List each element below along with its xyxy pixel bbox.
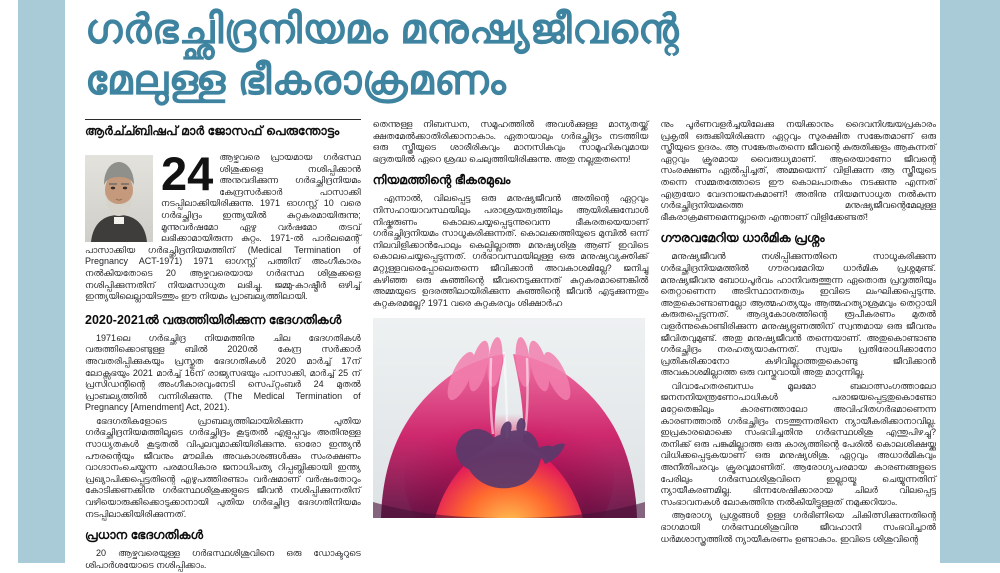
byline: ആർച്ച്ബിഷപ് മാർ ജോസഫ് പെരുന്തോട്ടം [85,124,340,138]
column-2 [373,119,649,518]
body-paragraph: ആഴ്ചവരെ പ്രായമായ ഗർഭസ്ഥ ശിശുക്കളെ നശിപ്പിക്കാൻ അനുവദിക്കുന്ന ഗർഭച്ഛിദ്രനിയമം കേന്ദ്രസർക്കാർ പാസാക്കി നടപ്പിലാക്കിയിരിക്കുന്നു. 1971 ഓഗസ്റ്റ് 10 വരെ ഗർഭച്ഛിദ്രം ഇന്ത്യയിൽ കുറ്റകരമായിരുന്നു; മൂന്നുവർഷമോ ഏഴു വർഷമോ തടവ് ലഭിക്കാമായിരുന്ന കുറ്റം. 1971-ൽ പാർലമെന്റ് പാസാക്കിയ ഗർഭച്ഛിദ്രനിയമത്തിന് (Medical Termination of Pregnancy ACT-1971) 1971 ഓഗസ്റ്റ് പത്തിന് അംഗീകാരം നൽകിയതോടെ 20 ആഴ്ചവരെയായ ഗർഭസ്ഥ ശിശുക്കളെ നശിപ്പിക്കുന്നതിന് നിയമസാധുത ലഭിച്ചു. ജമ്മു-കാഷ്മീർ ഒഴിച്ച് ഇന്ത്യയിലെല്ലായിടത്തും ഈ നിയമം പ്രാബല്യത്തിലായി. [85,152,361,302]
byline-rule [85,119,361,120]
section-heading-terror-face: നിയമത്തിന്റെ ഭീകരമുഖം [372,173,511,188]
fetus-hands-image [373,318,645,518]
section-heading-amendments: 2020-2021ൽ വരുത്തിയിരിക്കുന്ന ഭേദഗതികൾ [85,312,342,327]
body-paragraph: തെന്നുള്ള നിബന്ധന, സമൂഹത്തിൽ അവൾക്കുള്ള മാന്യതയ്ക്ക് ക്ഷതമേൽക്കാതിരിക്കാനാകാം. ഏതായാലും ഗർഭച്ഛിദ്രം നടത്തിയ ഒരു സ്ത്രീയുടെ ശാരീരികവും മാനസികവും സാമൂഹികവുമായ ഭദ്രതയിൽ ഏറെ ശ്രദ്ധ ചെലുത്തിയിരിക്കുന്നു. അതു നല്ലതുതന്നെ! [372,119,649,164]
body-paragraph: ആരോഗ്യ പ്രശ്നങ്ങൾ ഉള്ള ഗർഭിണിയെ ചികിത്സിക്കുന്നതിന്റെ ഭാഗമായി ഗർഭസ്ഥശിശുവിനു ജീവഹാനി സംഭവിച്ചാൽ ധർമശാസ്ത്രത്തിൽ ന്യായീകരണം ഉണ്ടാകാം. ഇവിടെ ശിശുവിന്റെ [660,510,937,544]
body-paragraph: 1971ലെ ഗർഭച്ഛിദ്ര നിയമത്തിനു ചില ഭേദഗതികൾ വരുത്തിക്കൊണ്ടുള്ള ബിൽ 2020ൽ കേന്ദ്ര സർക്കാർ അവതരിപ്പിക്കുകയും പ്രസ്തുത ഭേദഗതികൾ 2020 മാർച്ച് 17ന് ലോക്സഭയും 2021 മാർച്ച് 16ന് രാജ്യസഭയും പാസാക്കി, മാർച്ച് 25 ന് പ്രസിഡന്റിന്റെ അംഗീകാരവുംനേടി സെപ്റ്റംബർ 24 മുതൽ പ്രാബല്യത്തിൽ വന്നിരിക്കുന്നു. (The Medical Termination of Pregnancy [Amendment] Act, 2021). [85,332,361,413]
drop-cap: 24 [161,147,214,200]
right-margin-strip [940,0,1000,563]
body-paragraph: ഭേദഗതികളോടെ പ്രാബല്യത്തിലായിരിക്കുന്ന പുതിയ ഗർഭച്ഛിദ്രനിയമത്തിലൂടെ ഗർഭച്ഛിദ്രം കൂടുതൽ എളുപ്പവും അതിനുള്ള സാധ്യതകൾ കൂടുതൽ വിപുലവുമാക്കിയിരിക്കുന്നു. ഓരോ ഇന്ത്യൻ പൗരന്റെയും ജീവനും മൗലിക അവകാശങ്ങൾക്കും സംരക്ഷണം വാഗ്ദാനംചെയ്യുന്ന പരമാധികാര ജനാധിപത്യ റിപ്പബ്ലിക്കായി ഇന്ത്യ പ്രഖ്യാപിക്കപ്പെട്ടതിന്റെ എഴുപത്തിരണ്ടാം വർഷമാണ് വർഷംതോറും കോടിക്കണക്കിനു ഗർഭസ്ഥശിശുക്കളുടെ ജീവൻ നശിപ്പിക്കുന്നതിന് വഴിയൊരുക്കിക്കൊടുക്കാനായി പുതിയ ഗർഭച്ഛിദ്ര ഭേദഗതിനിയമം നടപ്പിലാക്കിയിരിക്കുന്നത്. [85,415,361,519]
author-photo [85,155,153,242]
body-paragraph: വിവാഹേതരബന്ധം മൂലമോ ബലാത്സംഗത്താലോ ജനനനിയന്ത്രണോപാധികൾ പരാജയപ്പെട്ടതുകൊണ്ടോ മറ്റേതെങ്കിലും കാരണത്താലോ അവിഹിതഗർഭമാണെന്ന കാരണത്താൽ ഗർഭച്ഛിദ്രം നടത്തുന്നതിനെ ന്യായീകരിക്കാനാവില്ല. ഇപ്രകാരമൊക്കെ സംഭവിച്ചതിനു ഗർഭസ്ഥശിശു എന്തുപിഴച്ചു? തനിക്ക് ഒരു പങ്കുമില്ലാത്ത ഒരു കാര്യത്തിന്റെ പേരിൽ കൊലശിക്ഷയ്ക്കു വിധിക്കപ്പെടുകയാണ് ഒരു മനുഷ്യശിശു. ഏറ്റവും അധാർമികവും അനീതിപരവും ക്രൂരവുമാണിത്. ആരോഗ്യപരമായ കാരണങ്ങളുടെ പേരിലും ഗർഭസ്ഥശിശുവിനെ ഇല്ലായ്മ ചെയ്യുന്നതിന് ന്യായീകരണമില്ല. ഭിന്നശേഷിക്കാരായ ചിലർ വിലപ്പെട്ട സംഭാവനകൾ ലോകത്തിനു നൽകിയിട്ടുള്ളത് നമുക്കറിയാം. [660,380,937,507]
body-paragraph: നും പൂർണവളർച്ചയിലേക്കു നയിക്കാനും ദൈവനിശ്ചയപ്രകാരം പ്രകൃതി ഒരുക്കിയിരിക്കുന്ന ഏറ്റവും സുരക്ഷിത സങ്കേതമാണ് ഒരു സ്ത്രീയുടെ ഉദരം. ആ സങ്കേതംതന്നെ ജീവന്റെ കുരുതിക്കളം ആകുന്നത് ഏറ്റവും ക്രൂരമായ വൈരുധ്യമാണ്. ആരെയാണോ ജീവന്റെ സംരക്ഷണം ഏൽപ്പിച്ചത്, അമ്മയെന്ന് വിളിക്കുന്ന ആ സ്ത്രീയുടെ തന്നെ സമ്മതത്തോടെ ഈ കൊലപാതകം നടക്കുന്നു എന്നത് എത്രയോ വേദനാജനകമാണ്! അതിനു നിയമസാധുത നൽകുന്ന ഗർഭച്ഛിദ്രനിയമത്തെ മനുഷ്യജീവന്റെമേലുള്ള ഭീകരാക്രമണമെന്നല്ലാതെ എന്താണ് വിളിക്കേണ്ടത്! [660,119,937,222]
column-3 [660,119,936,547]
section-heading-main-amendments: പ്രധാന ഭേദഗതികൾ [85,528,204,543]
body-paragraph: മനുഷ്യജീവൻ നശിപ്പിക്കുന്നതിനെ സാധൂകരിക്കുന്ന ഗർഭച്ഛിദ്രനിയമത്തിൽ ഗൗരവമേറിയ ധാർമിക പ്രശ്നമുണ്ട്. മനുഷ്യജീവനു ബോധപൂർവം ഹാനിവരുത്തുന്ന ഏതൊരു പ്രവൃത്തിയും തെറ്റാണെന്ന അടിസ്ഥാനതത്വം ഇവിടെ ലംഘിക്കപ്പെടുന്നു. അതുകൊണ്ടാണല്ലോ ആത്മഹത്യയും ആത്മഹത്യാശ്രമവും തെറ്റായി കരുതപ്പെടുന്നത്. ആദ്യകോശത്തിന്റെ രൂപീകരണം മുതൽ വളർന്നുകൊണ്ടിരിക്കുന്ന മനുഷ്യഭ്രൂണത്തിന് സ്വന്തമായ ഒരു ജീവനും ജീവിതവുമുണ്ട്. അതു മനുഷ്യജീവൻ തന്നെയാണ്. അതുകൊണ്ടാണു ഗർഭച്ഛിദ്രം നരഹത്യയാകുന്നത്. സ്വയം പ്രതിരോധിക്കാനോ പ്രതികരിക്കാനോ കഴിവില്ലാത്തതുകൊണ്ടു ജീവിക്കാൻ അവകാശമില്ലാത്ത ഒരു വസ്തുവായി അതു മാറുന്നില്ല. [660,251,937,378]
column-1 [85,119,361,573]
article [85,4,936,573]
body-paragraph: 20 ആഴ്ചവരെയുള്ള ഗർഭസ്ഥശിശുവിനെ ഒരു ഡോക്ടറുടെ ശിപാർശയോടെ നശിപ്പിക്കാം. [85,548,361,570]
headline-line-1: ഗർഭച്ഛിദ്രനിയമം മനുഷ്യജീവന്റെ [85,6,680,52]
body-paragraph: എന്നാൽ, വിലപ്പെട്ട ഒരു മനുഷ്യജീവൻ അതിന്റെ ഏറ്റവും നിസഹായാവസ്ഥയിലും പരാശ്രയത്വത്തിലും ആയിരിക്കുമ്പോൾ നിഷ്കരുണം കൊലചെയ്യപ്പെടുന്നുവെന്ന ഭീകരതയെയാണ് ഗർഭച്ഛിദ്രനിയമം സാധൂകരിക്കുന്നത്. കൊലക്കത്തിയുടെ മുമ്പിൽ ഒന്ന് നിലവിളിക്കാൻപോലും കെല്പില്ലാത്ത മനുഷ്യശിശു ആണ് ഇവിടെ കൊലചെയ്യപ്പെടുന്നത്. ഗർഭാവസ്ഥയിലുള്ള ഒരു മനുഷ്യവ്യക്തിക്ക് മറ്റുള്ളവരെപ്പോലെതന്നെ ജീവിക്കാൻ അവകാശമില്ലേ? ജനിച്ചു കഴിഞ്ഞ ഒരു കുഞ്ഞിന്റെ ജീവനെടുക്കുന്നത് കുറ്റകരമാണെങ്കിൽ അമ്മയുടെ ഉദരത്തിലായിരിക്കുന്ന കുഞ്ഞിന്റെ ജീവൻ എടുക്കുന്നതും കുറ്റകരമല്ലേ? 1971 വരെ കുറ്റകരവും ശിക്ഷാർഹ [372,193,649,308]
article-headline [85,4,936,106]
headline-line-2: മേലുള്ള ഭീകരാക്രമണം [85,57,507,103]
section-heading-moral-problem: ഗൗരവമേറിയ ധാർമിക പ്രശ്നം [660,231,825,246]
lead-paragraph-block [85,147,361,305]
left-margin-strip [18,0,65,563]
article-columns [85,119,936,573]
